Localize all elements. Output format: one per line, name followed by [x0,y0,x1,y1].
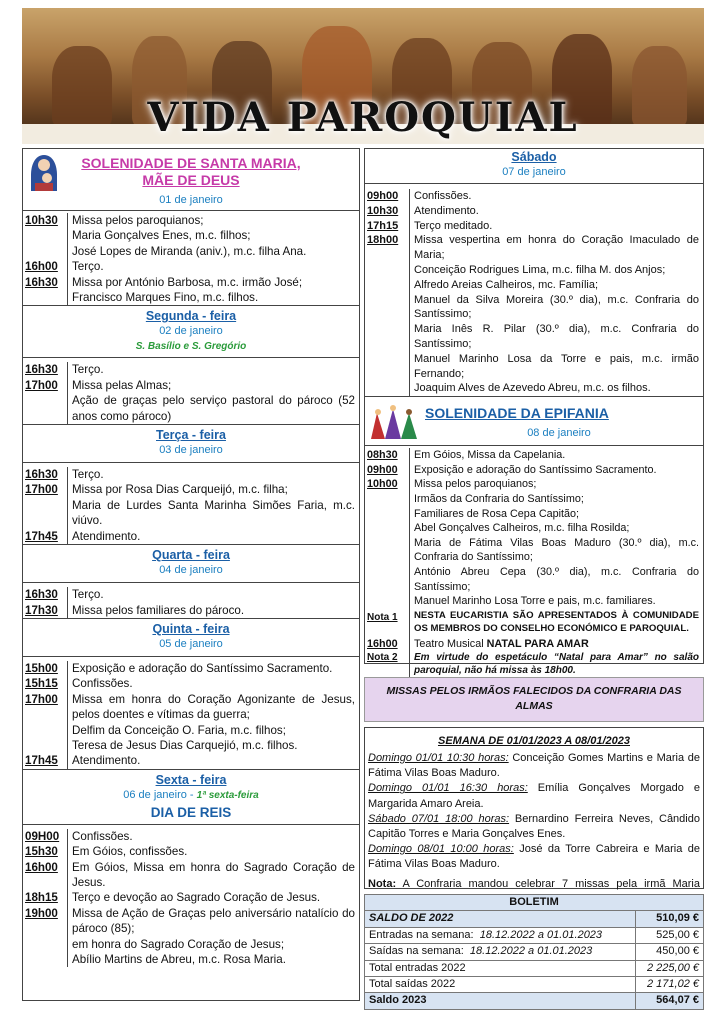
sexta-date-line [23,788,359,804]
confraria-when: Domingo 01/01 16:30 horas: [368,782,528,795]
boletim-value: 450,00 € [635,944,703,960]
entry: Conceição Rodrigues Lima, m.c. filha M. dos Anjos; [409,263,703,278]
sabado-day: Sábado [511,150,557,164]
entry: Maria Gonçalves Enes, m.c. filhos; [67,228,359,243]
quinta-header [23,619,359,657]
madonna-icon [27,153,61,193]
entry: José Lopes de Miranda (aniv.), m.c. filha Ana. [67,244,359,259]
time [23,290,67,305]
label: Entradas na semana: [369,928,474,941]
boletim-label [365,911,636,927]
time [365,278,409,293]
time [365,536,409,565]
boletim-value: 525,00 € [635,927,703,943]
dates: 18.12.2022 a 01.01.2023 [479,928,603,941]
time: 17h45 [25,754,58,768]
boletim-value: 2 225,00 € [635,960,703,976]
nota-1-label: Nota 1 [367,611,398,623]
header-banner [22,8,704,144]
boletim-value: 510,09 € [635,911,703,927]
entry: Atendimento. [409,204,703,219]
quinta-day: Quinta - feira [152,621,230,636]
entry: Exposição e adoração do Santíssimo Sacramento. [409,463,703,478]
table-row [365,960,704,976]
segunda-schedule [23,358,359,425]
quinta-schedule [23,657,359,770]
teatro-title: NATAL PARA AMAR [486,637,589,650]
confraria-item [368,751,700,781]
time: 16h00 [367,637,398,650]
table-row [365,993,704,1009]
quarta-day: Quarta - feira [152,548,230,563]
dates: 18.12.2022 a 01.01.2023 [469,945,593,958]
entry: Delfim da Conceição O. Faria, m.c. filhos; [67,723,359,738]
boletim [364,894,704,1010]
time: 10h30 [367,204,399,217]
nota-1: NESTA EUCARISTIA SÃO APRESENTADOS À COMUNIDADE OS MEMBROS DO CONSELHO ECONÓMICO E PAROQUIAL. [409,609,703,635]
entry: Familiares de Rosa Cepa Capitão; [409,507,703,522]
nota-2: Em virtude do espetáculo “Natal para Amar” no salão paroquial, não há missa às 18h00. [409,651,703,677]
entry: Missa pelas Almas; [67,378,359,393]
time [23,244,67,259]
epifania-title: SOLENIDADE DA EPIFANIA [425,405,609,422]
time [365,492,409,507]
entry: Terço. [67,587,359,602]
quinta-date: 05 de janeiro [159,637,223,650]
entry: Missa por António Barbosa, m.c. irmão José; [67,275,359,290]
confraria-who: Conceição Gomes Martins e Maria de Fátima Vilas Boas Maduro. [368,752,700,780]
label: Total saídas 2022 [369,978,456,991]
entry: Maria Inês R. Pilar (30.º dia), m.c. Confraria do Santíssimo; [409,322,703,352]
time: 19h00 [25,906,58,920]
table-row [365,927,704,943]
time: 16h30 [25,363,58,377]
entry: em honra do Sagrado Coração de Jesus; [67,937,359,952]
terca-schedule [23,463,359,545]
time: 17h00 [25,378,58,392]
time: 16h00 [25,260,58,274]
maria-schedule [23,211,359,306]
confraria-item [368,812,700,842]
confraria-note-label: Nota: [368,877,397,890]
quarta-schedule [23,583,359,619]
entry: Maria de Fátima Vilas Boas Maduro (30.º dia), m.c. Confraria do Santíssimo; [409,536,703,565]
time [365,565,409,594]
entry: Terço. [67,467,359,482]
boletim-value: 564,07 € [635,993,703,1009]
entry: Manuel Marinho Losa da Torre e pais, m.c. irmão Fernando; [409,352,703,382]
entry: Em Góios, confissões. [67,844,359,859]
time [365,322,409,352]
confraria-when: Domingo 01/01 10:30 horas: [368,752,509,765]
entry: Confissões. [409,189,703,204]
entry: Francisco Marques Fino, m.c. filhos. [67,290,359,305]
time: 18h15 [25,891,58,905]
time [365,293,409,323]
time [365,521,409,536]
entry: Terço. [67,259,359,274]
time [23,952,67,967]
boletim-label [365,960,636,976]
label: SALDO DE 2022 [369,912,454,925]
time: 09h00 [367,190,399,202]
confraria-title: MISSAS PELOS IRMÃOS FALECIDOS DA CONFRARIA DAS ALMAS [364,677,704,722]
entry: Irmãos da Confraria do Santíssimo; [409,492,703,507]
confraria-item [368,842,700,872]
sabado-date: 07 de janeiro [502,166,566,178]
time [23,738,67,753]
terca-date: 03 de janeiro [159,444,223,457]
confraria-who: Bernardino Ferreira Neves, Cândido Capitão Torres e Maria Gonçalves Enes. [368,812,700,841]
confraria-week: SEMANA DE 01/01/2023 A 08/01/2023 [437,734,630,747]
boletim-label [365,944,636,960]
entry: Alfredo Areias Calheiros, mc. Família; [409,278,703,293]
sexta-day: Sexta - feira [155,772,227,787]
entry: Missa pelos familiares do pároco. [67,603,359,618]
entry: Manuel Marinho Losa Torre e pais, m.c. familiares. [409,594,703,609]
terca-header [23,425,359,463]
right-column [364,148,704,677]
boletim-label [365,977,636,993]
boletim-label [365,993,636,1009]
first-friday: 1ª sexta-feira [196,789,259,801]
time: 09H00 [25,829,60,843]
time: 16h30 [25,275,58,289]
quarta-date: 04 de janeiro [159,564,223,577]
entry: Confissões. [67,676,359,691]
solemnity-maria-header [23,149,359,211]
sexta-header [23,770,359,825]
maria-date: 01 de janeiro [159,194,223,206]
time: 17h00 [25,692,58,706]
teatro-entry [409,635,703,652]
nota-2-label: Nota 2 [367,652,398,664]
maria-title-2: MÃE DE DEUS [142,172,240,188]
page-title: VIDA PAROQUIAL [147,94,579,141]
entry: Teresa de Jesus Dias Carquejió, m.c. filhos. [67,738,359,753]
entry: Terço. [67,362,359,377]
epifania-date: 08 de janeiro [527,427,591,440]
terca-day: Terça - feira [156,428,226,443]
entry: Missa por Rosa Dias Carqueijó, m.c. filha; [67,482,359,497]
dia-de-reis: DIA DE REIS [150,804,232,820]
time [23,937,67,952]
confraria-note-text: A Confraria mandou celebrar 7 missas pela irmã Maria Gonçalves Enes. [368,877,700,905]
boletim-table [364,894,704,1010]
entry: Manuel da Silva Moreira (30.º dia), m.c. Confraria do Santíssimo; [409,293,703,323]
entry: Em Góios, Missa em honra do Sagrado Coração de Jesus. [67,860,359,891]
entry: Missa pelos paroquianos; [67,213,359,228]
time [365,507,409,522]
time [23,393,67,424]
time [365,352,409,382]
time: 09h00 [367,463,398,476]
segunda-saint: S. Basílio e S. Gregório [135,341,247,353]
time: 10h00 [367,478,398,491]
epifania-schedule [365,446,703,677]
time: 08h30 [367,449,398,462]
label: Saídas na semana: [369,945,464,958]
time: 15h30 [25,845,58,859]
time: 10h30 [25,214,58,227]
table-row [365,911,704,927]
time [365,263,409,278]
time: 17h30 [25,603,58,617]
segunda-day: Segunda - feira [145,309,237,324]
left-column [22,148,360,1001]
label: Saldo 2023 [369,994,427,1007]
three-kings-icon [369,403,421,439]
time: 15h15 [25,677,58,691]
entry: Missa vespertina em honra do Coração Imaculado de Maria; [409,233,703,263]
confraria-when: Sábado 07/01 18:00 horas: [368,812,510,825]
boletim-value: 2 171,02 € [635,977,703,993]
time: 16h00 [25,860,58,874]
entry: Missa pelos paroquianos; [409,477,703,492]
entry: Missa em honra do Coração Agonizante de Jesus, pelos doentes e vítimas da guerra; [67,692,359,723]
entry: Confissões. [67,829,359,844]
entry: Maria de Lurdes Santa Marinha Simões Faria, m.c. viúvo. [67,498,359,529]
entry: Joaquim Alves de Azevedo Abreu, m.c. os filhos. [409,381,703,396]
table-row [365,944,704,960]
time: 18h00 [367,234,399,247]
entry: Atendimento. [67,753,359,768]
maria-title: SOLENIDADE DE SANTA MARIA, [81,155,301,171]
entry: Ação de graças pelo serviço pastoral do pároco (52 anos como pároco) [67,393,359,424]
entry: Abel Gonçalves Calheiros, m.c. filha Rosilda; [409,521,703,536]
sexta-schedule [23,825,359,968]
confraria-who: Emília Gonçalves Morgado e Margarida Amaro Areia. [368,782,700,810]
time [23,228,67,243]
sabado-header [365,149,703,184]
time [365,381,409,396]
entry: Atendimento. [67,529,359,544]
confraria-when: Domingo 08/01 10:00 horas: [368,843,514,856]
time [23,723,67,738]
time [365,594,409,609]
teatro-label: Teatro Musical [414,637,484,650]
boletim-title: BOLETIM [365,895,704,911]
time: 17h45 [25,529,58,543]
entry: Missa de Ação de Graças pelo aniversário natalício do pároco (85); [67,906,359,937]
time: 15h00 [25,661,58,675]
entry: Exposição e adoração do Santíssimo Sacramento. [67,661,359,676]
table-row [365,977,704,993]
time: 16h30 [25,468,58,482]
sabado-schedule [365,184,703,397]
confraria-who: José da Torre Cabreira e Maria de Fátima Vilas Boas Maduro. [368,843,700,871]
time: 17h00 [25,483,58,497]
entry: Terço e devoção ao Sagrado Coração de Jesus. [67,890,359,905]
time: 16h30 [25,588,58,602]
quarta-header [23,545,359,583]
confraria-item [368,781,700,811]
segunda-header [23,306,359,358]
label: Total entradas 2022 [369,961,466,974]
sexta-date: 06 de janeiro - [123,788,194,801]
entry: António Abreu Cepa (30.º dia), m.c. Confraria do Santíssimo; [409,565,703,594]
time: 17h15 [367,219,399,232]
entry: Abílio Martins de Abreu, m.c. Rosa Maria. [67,952,359,967]
time [23,498,67,529]
epifania-header [365,397,703,446]
entry: Em Góios, Missa da Capelania. [409,448,703,463]
segunda-date: 02 de janeiro [159,325,223,338]
boletim-label [365,927,636,943]
entry: Terço meditado. [409,219,703,234]
